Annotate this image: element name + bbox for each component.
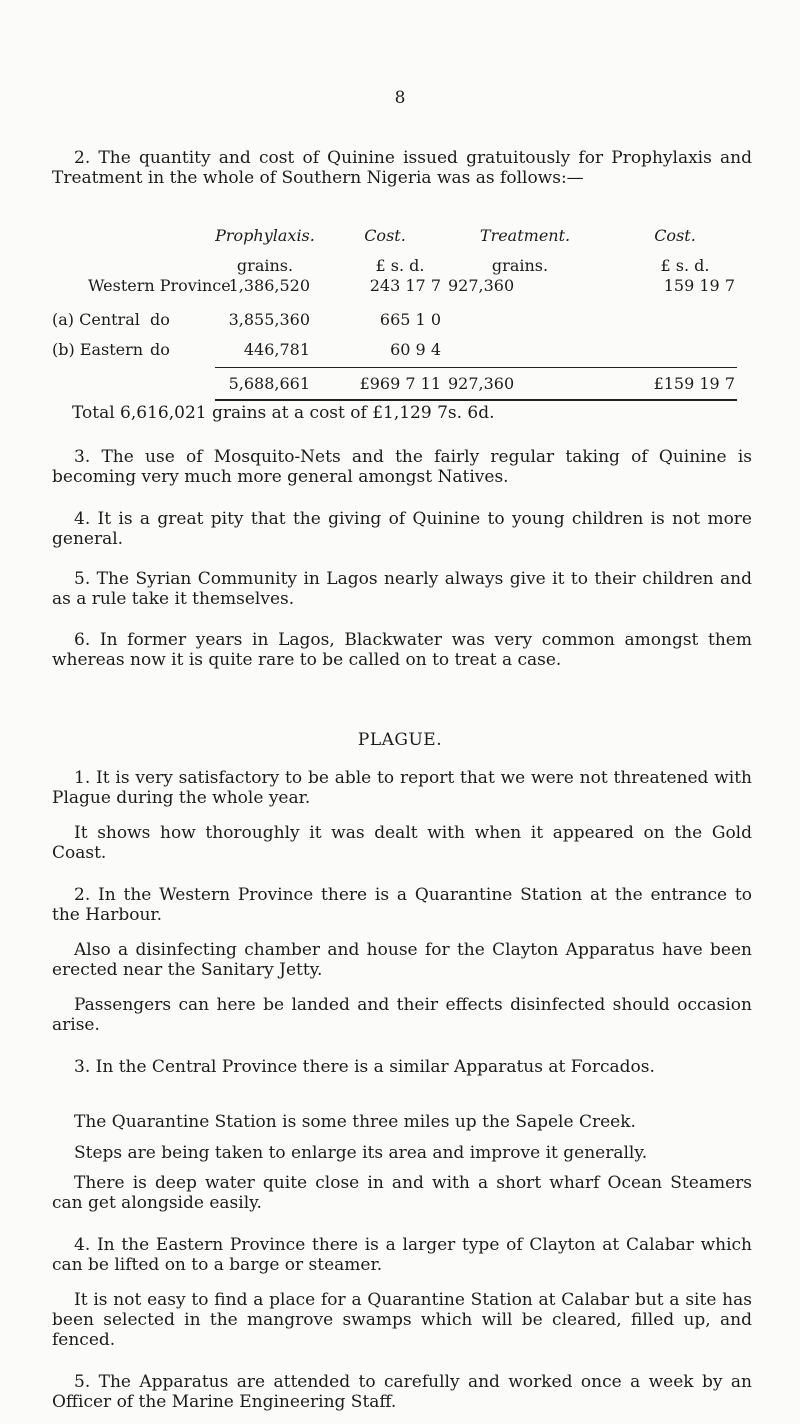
plague-para-3: 3. In the Central Province there is a similar Apparatus at Forcados. [74,1057,655,1077]
total-cost: £969 7 11 [359,374,441,393]
unit-lsd-treatment: £ s. d. [660,256,710,275]
table-total-rule [215,399,737,401]
header-cost-treatment: Cost. [654,226,696,245]
plague-para-2c: Passengers can here be landed and their effects disinfected should occasion arise. [52,995,752,1035]
row-cost-treatment: 159 19 7 [663,276,735,295]
row-ditto: do [150,310,170,329]
row-cost: 60 9 4 [390,340,441,359]
plague-para-1: 1. It is very satisfactory to be able to report that we were not threatened with Plague during the whole year. [52,768,752,808]
plague-para-3b: The Quarantine Station is some three miles up the Sapele Creek. [74,1112,636,1132]
row-cost: 665 1 0 [379,310,441,329]
quinine-para-4: 4. It is a great pity that the giving of Quinine to young children is not more general. [52,509,752,549]
total-prophylaxis: 5,688,661 [228,374,310,393]
row-prophylaxis: 1,386,520 [228,276,310,295]
total-cost-treatment: £159 19 7 [653,374,735,393]
header-treatment: Treatment. [479,226,571,245]
header-prophylaxis: Prophylaxis. [215,226,315,245]
row-ditto: do [150,340,170,359]
row-cost: 243 17 7 [369,276,441,295]
plague-heading: PLAGUE. [357,730,443,750]
unit-grains: grains. [236,256,294,275]
total-treatment: 927,360 [448,374,515,393]
plague-para-4: 4. In the Eastern Province there is a larger type of Clayton at Calabar which can be lifted on to a barge or steamer. [52,1235,752,1275]
row-label: Western Province [88,276,231,295]
unit-grains-treatment: grains. [491,256,549,275]
page-number: 8 [394,88,406,108]
plague-para-5: 5. The Apparatus are attended to carefully and worked once a week by an Officer of the Marine Engineering Staff. [52,1372,752,1412]
plague-para-2: 2. In the Western Province there is a Quarantine Station at the entrance to the Harbour. [52,885,752,925]
table-subtotal-rule [215,367,737,368]
row-prophylaxis: 446,781 [243,340,310,359]
plague-para-3c: Steps are being taken to enlarge its area and improve it generally. [74,1143,648,1163]
quinine-para-6: 6. In former years in Lagos, Blackwater was very common amongst them whereas now it is quite rare to be called on to treat a case. [52,630,752,670]
plague-para-1b: It shows how thoroughly it was dealt with when it appeared on the Gold Coast. [52,823,752,863]
unit-lsd: £ s. d. [375,256,425,275]
quinine-para-5: 5. The Syrian Community in Lagos nearly always give it to their children and as a rule take it themselves. [52,569,752,609]
total-line: Total 6,616,021 grains at a cost of £1,129 7s. 6d. [72,403,495,423]
row-label: (b) Eastern [52,340,144,359]
row-label: (a) Central [52,310,140,329]
plague-para-4b: It is not easy to find a place for a Quarantine Station at Calabar but a site has been selected in the mangrove swamps which will be cleared, filled up, and fenced. [52,1290,752,1350]
quinine-para-3: 3. The use of Mosquito-Nets and the fairly regular taking of Quinine is becoming very much more general amongst Natives. [52,447,752,487]
header-cost: Cost. [364,226,406,245]
plague-para-2b: Also a disinfecting chamber and house for the Clayton Apparatus have been erected near the Sanitary Jetty. [52,940,752,980]
intro-paragraph: 2. The quantity and cost of Quinine issued gratuitously for Prophylaxis and Treatment in the whole of Southern Nigeria was as follows:— [52,148,752,188]
row-prophylaxis: 3,855,360 [228,310,310,329]
row-treatment: 927,360 [448,276,515,295]
plague-para-3d: There is deep water quite close in and with a short wharf Ocean Steamers can get alongside easily. [52,1173,752,1213]
